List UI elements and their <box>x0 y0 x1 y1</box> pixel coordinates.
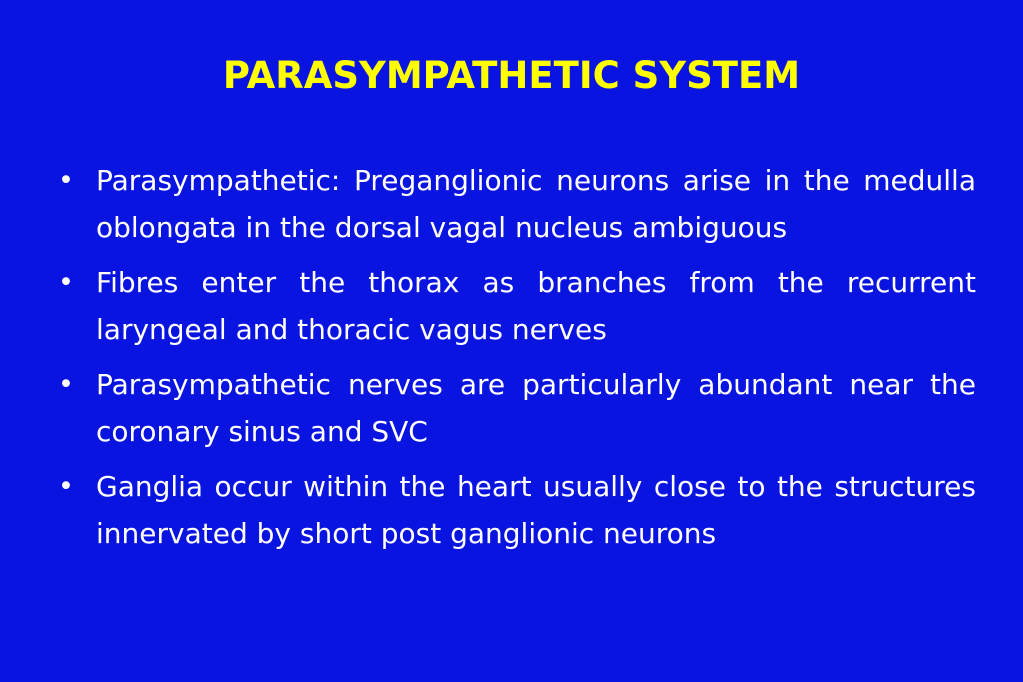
bullet-dot-icon: • <box>58 471 74 502</box>
bullet-dot-icon: • <box>58 165 74 196</box>
bullet-text: Parasympathetic nerves are particularly abundant near the coronary sinus and SVC <box>96 368 976 448</box>
bullet-text: Parasympathetic: Preganglionic neurons arise in the medulla oblongata in the dorsal vagal nucleus ambiguous <box>96 164 976 244</box>
slide-title: PARASYMPATHETIC SYSTEM <box>222 54 801 97</box>
bullet-dot-icon: • <box>58 369 74 400</box>
bullet-item-fibres-enter-thorax <box>58 259 976 353</box>
bullet-item-ganglia <box>58 463 976 557</box>
bullet-list <box>58 157 976 565</box>
bullet-item-nerves-abundant <box>58 361 976 455</box>
bullet-text: Ganglia occur within the heart usually close to the structures innervated by short post ganglionic neurons <box>96 470 976 550</box>
bullet-dot-icon: • <box>58 267 74 298</box>
bullet-item-preganglionic-neurons <box>58 157 976 251</box>
bullet-text: Fibres enter the thorax as branches from the recurrent laryngeal and thoracic vagus nerves <box>96 266 976 346</box>
